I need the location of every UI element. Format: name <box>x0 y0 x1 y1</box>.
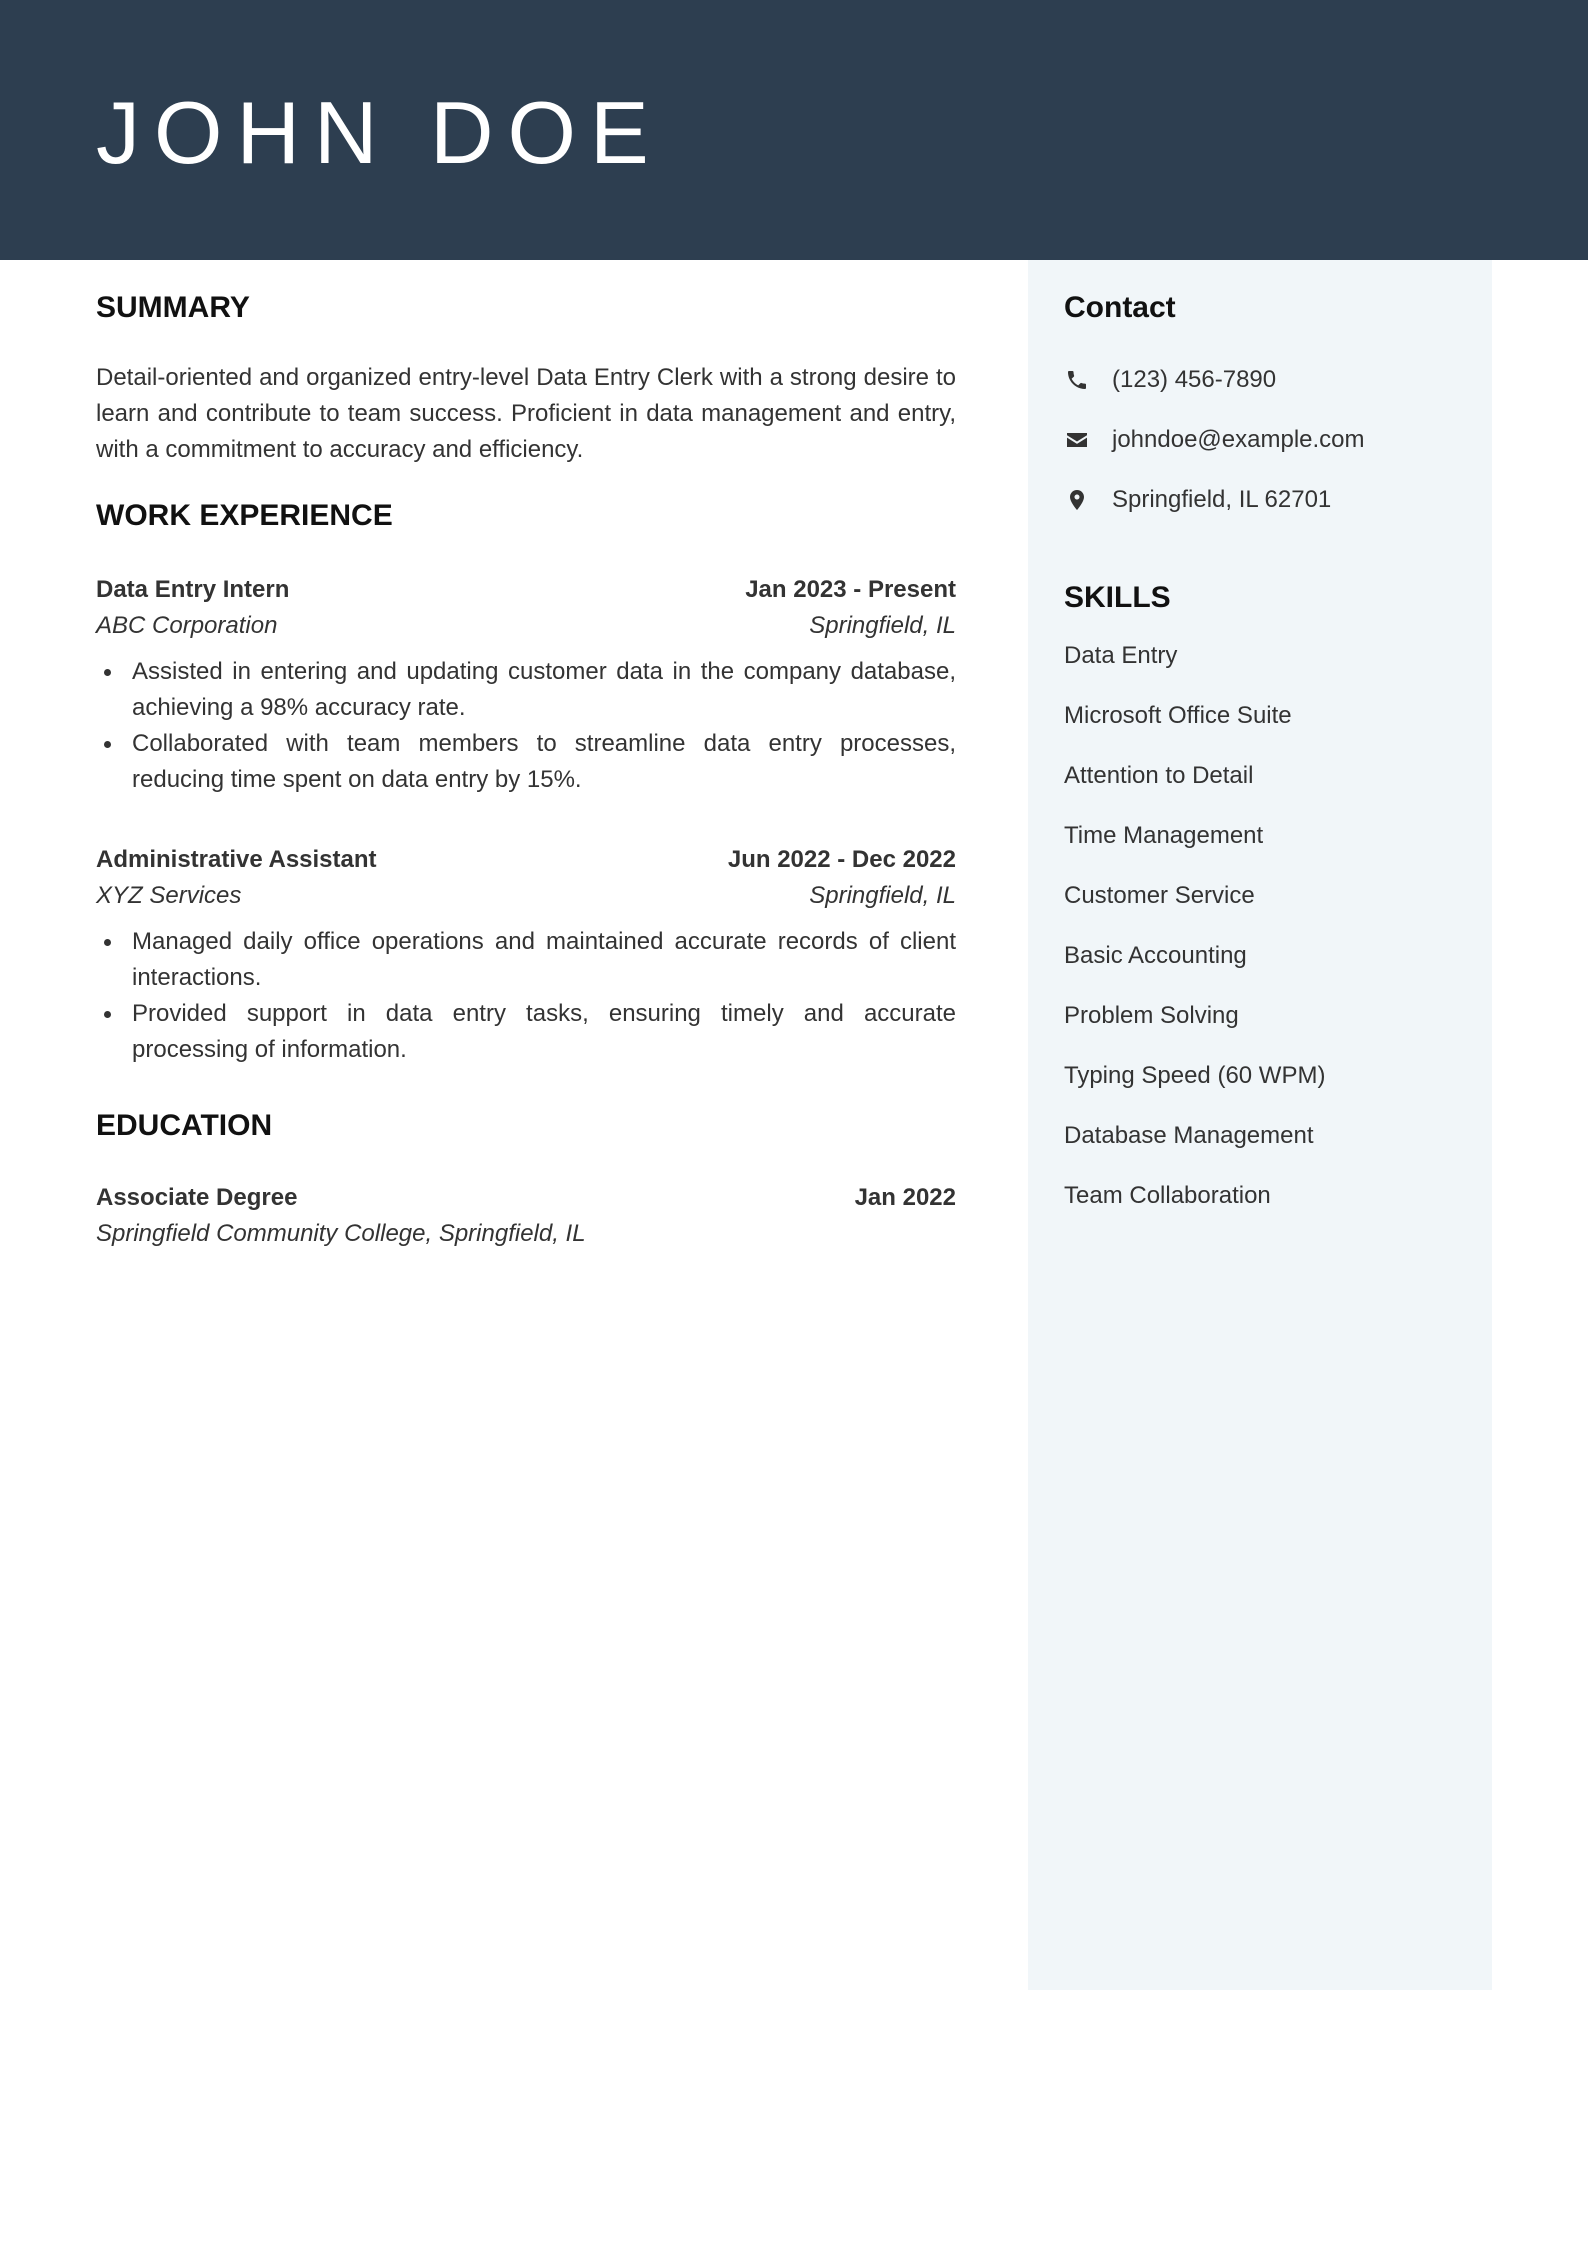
skill-item: Attention to Detail <box>1064 762 1254 789</box>
summary-heading: SUMMARY <box>96 291 250 324</box>
job-entry <box>96 842 956 1068</box>
bullet-icon <box>104 741 111 748</box>
bullet-text: Collaborated with team members to streamline data entry processes, reducing time spent on data entry by 15%. <box>132 730 956 793</box>
skills-list <box>1064 638 1464 1214</box>
summary-text: Detail-oriented and organized entry-level Data Entry Clerk with a strong desire to learn and contribute to team success. Proficient in data management and entry, with a commitment to accuracy and efficiency. <box>96 364 956 463</box>
job-location: Springfield, IL <box>809 612 956 639</box>
list-item <box>96 924 956 996</box>
job-location: Springfield, IL <box>809 882 956 909</box>
work-experience-section <box>96 498 956 1068</box>
bullet-text: Assisted in entering and updating customer data in the company database, achieving a 98% accuracy rate. <box>132 658 956 721</box>
phone-icon <box>1064 367 1090 393</box>
candidate-name: JOHN DOE <box>96 83 663 182</box>
skill-item: Basic Accounting <box>1064 942 1247 969</box>
skill-item: Database Management <box>1064 1122 1314 1149</box>
job-entry <box>96 572 956 798</box>
main-column <box>96 290 956 1252</box>
job-bullets <box>96 654 956 798</box>
skill-item: Customer Service <box>1064 882 1255 909</box>
job-company: XYZ Services <box>96 882 242 909</box>
degree: Associate Degree <box>96 1184 298 1211</box>
skill-item: Time Management <box>1064 822 1264 849</box>
skill-item: Team Collaboration <box>1064 1182 1271 1209</box>
list-item <box>96 996 956 1068</box>
bullet-icon <box>104 939 111 946</box>
contact-email <box>1064 422 1464 458</box>
education-section <box>96 1108 956 1252</box>
education-date: Jan 2022 <box>854 1184 956 1211</box>
bullet-icon <box>104 1011 111 1018</box>
job-dates: Jun 2022 - Dec 2022 <box>727 846 956 873</box>
contact-phone-text: (123) 456-7890 <box>1112 366 1277 393</box>
bullet-text: Provided support in data entry tasks, ensuring timely and accurate processing of information. <box>132 1000 956 1063</box>
skills-heading: SKILLS <box>1064 581 1171 614</box>
skill-item: Typing Speed (60 WPM) <box>1064 1062 1326 1089</box>
contact-email-text: johndoe@example.com <box>1112 426 1365 453</box>
work-experience-heading: WORK EXPERIENCE <box>96 499 393 532</box>
skill-item: Problem Solving <box>1064 1002 1239 1029</box>
list-item <box>96 726 956 798</box>
contact-list <box>1064 362 1464 518</box>
map-pin-icon <box>1064 487 1090 513</box>
contact-phone <box>1064 362 1464 398</box>
sidebar <box>1028 260 1492 1990</box>
contact-location-text: Springfield, IL 62701 <box>1112 486 1332 513</box>
job-bullets <box>96 924 956 1068</box>
contact-location <box>1064 482 1464 518</box>
summary-section <box>96 290 956 468</box>
school: Springfield Community College, Springfield, IL <box>96 1220 586 1247</box>
education-entry <box>96 1180 956 1252</box>
skill-item: Data Entry <box>1064 642 1178 669</box>
envelope-icon <box>1064 427 1090 453</box>
header-banner <box>0 0 1588 260</box>
bullet-text: Managed daily office operations and maintained accurate records of client interactions. <box>132 928 956 991</box>
job-dates: Jan 2023 - Present <box>745 576 956 603</box>
skill-item: Microsoft Office Suite <box>1064 702 1292 729</box>
job-company: ABC Corporation <box>96 612 278 639</box>
job-role: Data Entry Intern <box>96 576 290 603</box>
bullet-icon <box>104 669 111 676</box>
education-heading: EDUCATION <box>96 1109 273 1142</box>
list-item <box>96 654 956 726</box>
job-role: Administrative Assistant <box>96 846 377 873</box>
contact-heading: Contact <box>1064 291 1176 324</box>
